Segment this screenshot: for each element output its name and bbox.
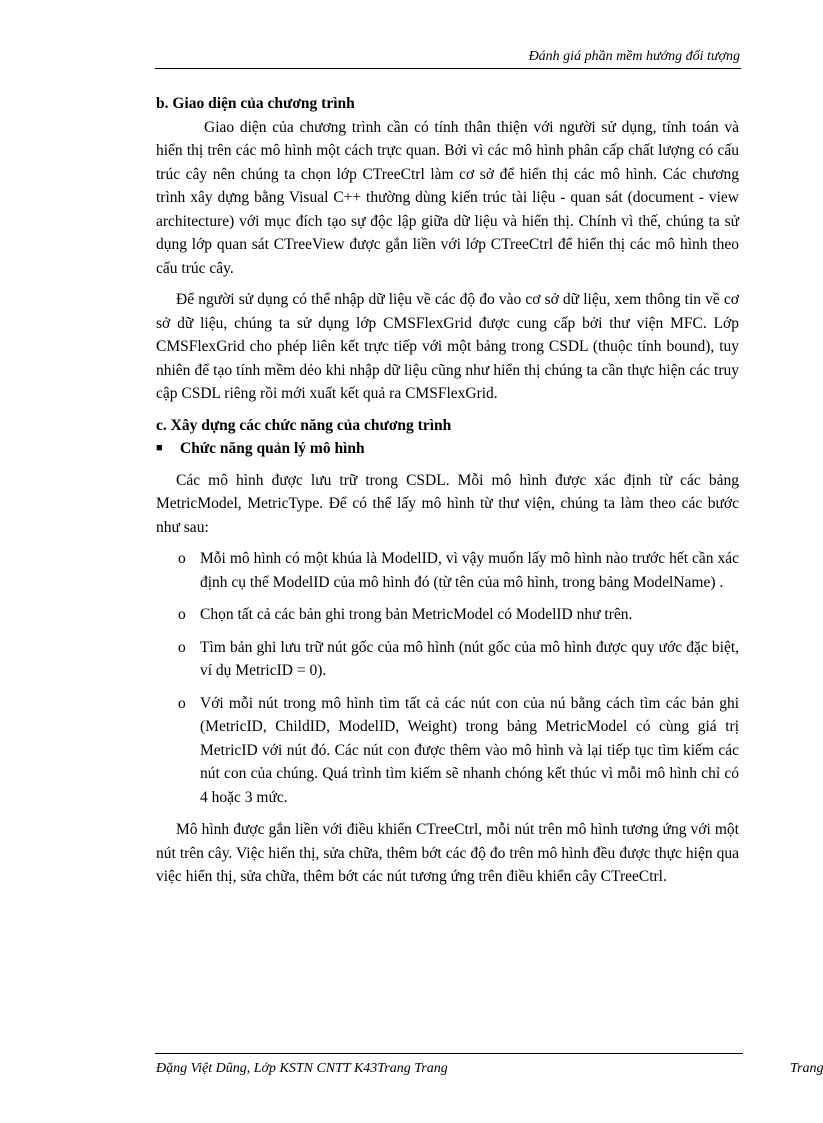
subsection-title: Chức năng quản lý mô hình [180,440,365,457]
section-c-heading: c. Xây dựng các chức năng của chương trình [156,416,452,434]
list-item [156,603,739,627]
section-c-paragraph-2: Mô hình được gắn liền với điều khiển CTreeCtrl, mỗi nút trên mô hình tương ứng với một nút trên cây. Việc hiển thị, sửa chữa, thêm bớt các độ đo trên mô hình đều được thực hiện qua việc hiển thị, sửa chữa, thêm bớt các nút tương ứng trên điều khiển cây CTreeCtrl. [156,821,739,885]
list-item-text: Chọn tất cả các bản ghi trong bản MetricModel có ModelID như trên. [200,606,633,623]
list-item-text: Tìm bản ghi lưu trữ nút gốc của mô hình (nút gốc của mô hình được quy ước đặc biệt, ví dụ MetricID = 0). [200,638,739,679]
footer-rule [155,1053,743,1054]
circle-bullet-icon: o [178,606,186,623]
steps-list [156,547,739,809]
page-body [156,92,739,897]
section-b-paragraph-1: Giao diện của chương trình cần có tính thân thiện với người sử dụng, tính toán và hiển thị trên các mô hình một cách trực quan. Bởi vì các mô hình phân cấp chất lượng có cấu trúc cây nên chúng ta chọn lớp CTreeCtrl làm cơ sở để hiển thị các mô hình. Các chương trình xây dựng bằng Visual C++ thường dùng kiến trúc tài liệu - quan sát (document - view architecture) với mục đích tạo sự độc lập giữa dữ liệu và hiển thị. Chính vì thế, chúng ta sử dụng lớp quan sát CTreeView được gắn liền với lớp CTreeCtrl để hiển thị các mô hình theo cấu trúc cây. [156,118,739,277]
footer-page-label: Trang [790,1061,823,1076]
section-b-heading: b. Giao diện của chương trình [156,95,355,112]
footer-author: Đặng Việt Dũng, Lớp KSTN CNTT K43Trang Trang [156,1061,448,1076]
section-c-paragraph-1: Các mô hình được lưu trữ trong CSDL. Mỗi mô hình được xác định từ các bảng MetricModel, MetricType. Để có thể lấy mô hình từ thư viện, chúng ta làm theo các bước như sau: [156,471,739,536]
header-rule [155,68,741,69]
square-bullet-icon: ■ [156,442,163,454]
circle-bullet-icon: o [178,550,186,567]
list-item-text: Mỗi mô hình có một khúa là ModelID, vì vậy muốn lấy mô hình nào trước hết cần xác định cụ thể ModelID của mô hình đó (từ tên của mô hình, trong bảng ModelName) . [200,550,739,591]
section-b-paragraph-2: Để người sử dụng có thể nhập dữ liệu về các độ đo vào cơ sở dữ liệu, xem thông tin về cơ sở dữ liệu, chúng ta sử dụng lớp CMSFlexGrid được cung cấp bởi thư viện MFC. Lớp CMSFlexGrid cho phép liên kết trực tiếp với một bảng trong CSDL (thuộc tính bound), tuy nhiên để tạo tính mềm dẻo khi nhập dữ liệu cũng như hiển thị chúng ta cần thực hiện các truy cập CSDL riêng rồi mới xuất kết quả ra CMSFlexGrid. [156,291,739,402]
list-item-text: Với mỗi nút trong mô hình tìm tất cả các nút con của nú bằng cách tìm các bản ghi (MetricID, ChildID, ModelID, Weight) trong bảng MetricModel có cùng giá trị MetricID với nút đó. Các nút con được thêm vào mô hình và lại tiếp tục tìm kiếm các nút con của chúng. Quá trình tìm kiếm sẽ nhanh chóng kết thúc vì mỗi mô hình chỉ có 4 hoặc 3 mức. [200,694,739,806]
list-item [156,692,739,810]
running-header: Đánh giá phần mềm hướng đối tượng [528,49,740,64]
circle-bullet-icon: o [178,638,186,656]
subsection-bullet [156,437,739,461]
list-item [156,636,739,683]
list-item [156,547,739,594]
circle-bullet-icon: o [178,694,186,712]
